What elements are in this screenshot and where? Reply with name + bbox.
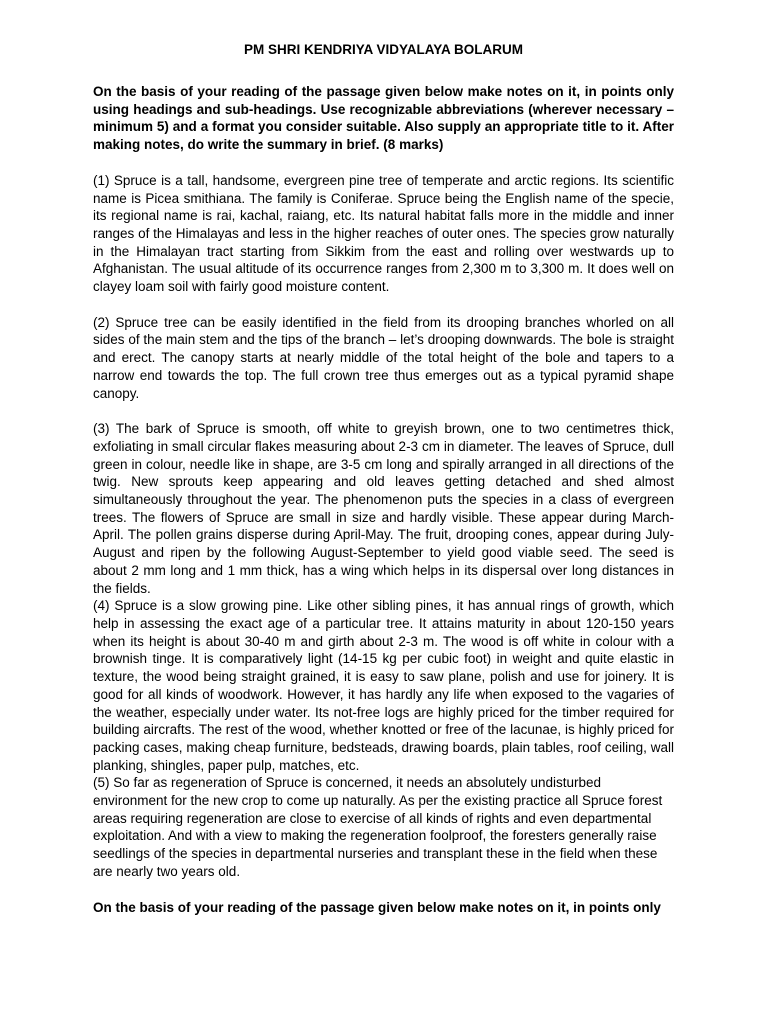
instruction-repeat-text: On the basis of your reading of the passage given below make notes on it, in points only [93, 899, 661, 915]
passage-paragraph-1: (1) Spruce is a tall, handsome, evergreen pine tree of temperate and arctic regions. Its scientific name is Picea smithiana. The family is Coniferae. Spruce being the English name of the specie, its regional name is rai, kachal, raiang, etc. Its natural habitat falls more in the middle and inner ranges of the Himalayas and less in the higher reaches of outer ones. The species grow naturally in the Himalayan tract starting from Sikkim from the east and rolling over westwards up to Afghanistan. The usual altitude of its occurrence ranges from 2,300 m to 3,300 m. It does well on clayey loam soil with fairly good moisture content. [93, 172, 674, 295]
instruction-text: On the basis of your reading of the passage given below make notes on it, in points only using headings and sub-headings. Use recognizable abbreviations (wherever necessary – minimum 5) and a format you consider suitable. Also supply an appropriate title to it. After making notes, do write the summary in brief. (8 marks) [93, 84, 674, 153]
passage-paragraph-2: (2) Spruce tree can be easily identified in the field from its drooping branches whorled on all sides of the main stem and the tips of the branch – let’s drooping downwards. The bole is straight and erect. The canopy starts at nearly middle of the total height of the bole and tapers to a narrow end towards the top. The full crown tree thus emerges out as a typical pyramid shape canopy. [93, 314, 674, 401]
school-title: PM SHRI KENDRIYA VIDYALAYA BOLARUM [243, 42, 524, 57]
passage-paragraph-4: (4) Spruce is a slow growing pine. Like other sibling pines, it has annual rings of growth, which help in assessing the exact age of a particular tree. It attains maturity in about 120-150 years when its height is about 30-40 m and girth about 2-3 m. The wood is off white in colour with a brownish tinge. It is comparatively light (14-15 kg per cubic foot) in weight and quite elastic in texture, the wood being straight grained, it is easy to saw plane, polish and use for joinery. It is good for all kinds of woodwork. However, it has hardly any life when exposed to the vagaries of the weather, especially under water. Its not-free logs are highly priced for the timber required for building aircrafts. The rest of the wood, whether knotted or free of the lacunae, is highly priced for packing cases, making cheap furniture, bedsteads, drawing boards, plain tables, roof ceiling, wall planking, shingles, paper pulp, matches, etc. [93, 598, 674, 773]
passage-paragraph-5: (5) So far as regeneration of Spruce is concerned, it needs an absolutely undisturbed environment for the new crop to come up naturally. As per the existing practice all Spruce forest areas requiring regeneration are close to exercise of all kinds of rights and even departmental exploitation. And with a view to making the regeneration foolproof, the foresters generally raise seedlings of the species in departmental nurseries and transplant these in the field when these are nearly two years old. [93, 775, 663, 879]
passage-paragraph-3: (3) The bark of Spruce is smooth, off white to greyish brown, one to two centimetres thick, exfoliating in small circular flakes measuring about 2-3 cm in diameter. The leaves of Spruce, dull green in colour, needle like in shape, are 3-5 cm long and spirally arranged in all directions of the twig. New sprouts keep appearing and old leaves getting detached and shed almost simultaneously throughout the year. The phenomenon puts the species in a class of evergreen trees. The flowers of Spruce are small in size and hardly visible. These appear during March-April. The pollen grains disperse during April-May. The fruit, drooping cones, appear during July-August and ripen by the following August-September to yield good viable seed. The seed is about 2 mm long and 1 mm thick, has a wing which helps in its dispersal over long distances in the fields. [93, 421, 674, 596]
